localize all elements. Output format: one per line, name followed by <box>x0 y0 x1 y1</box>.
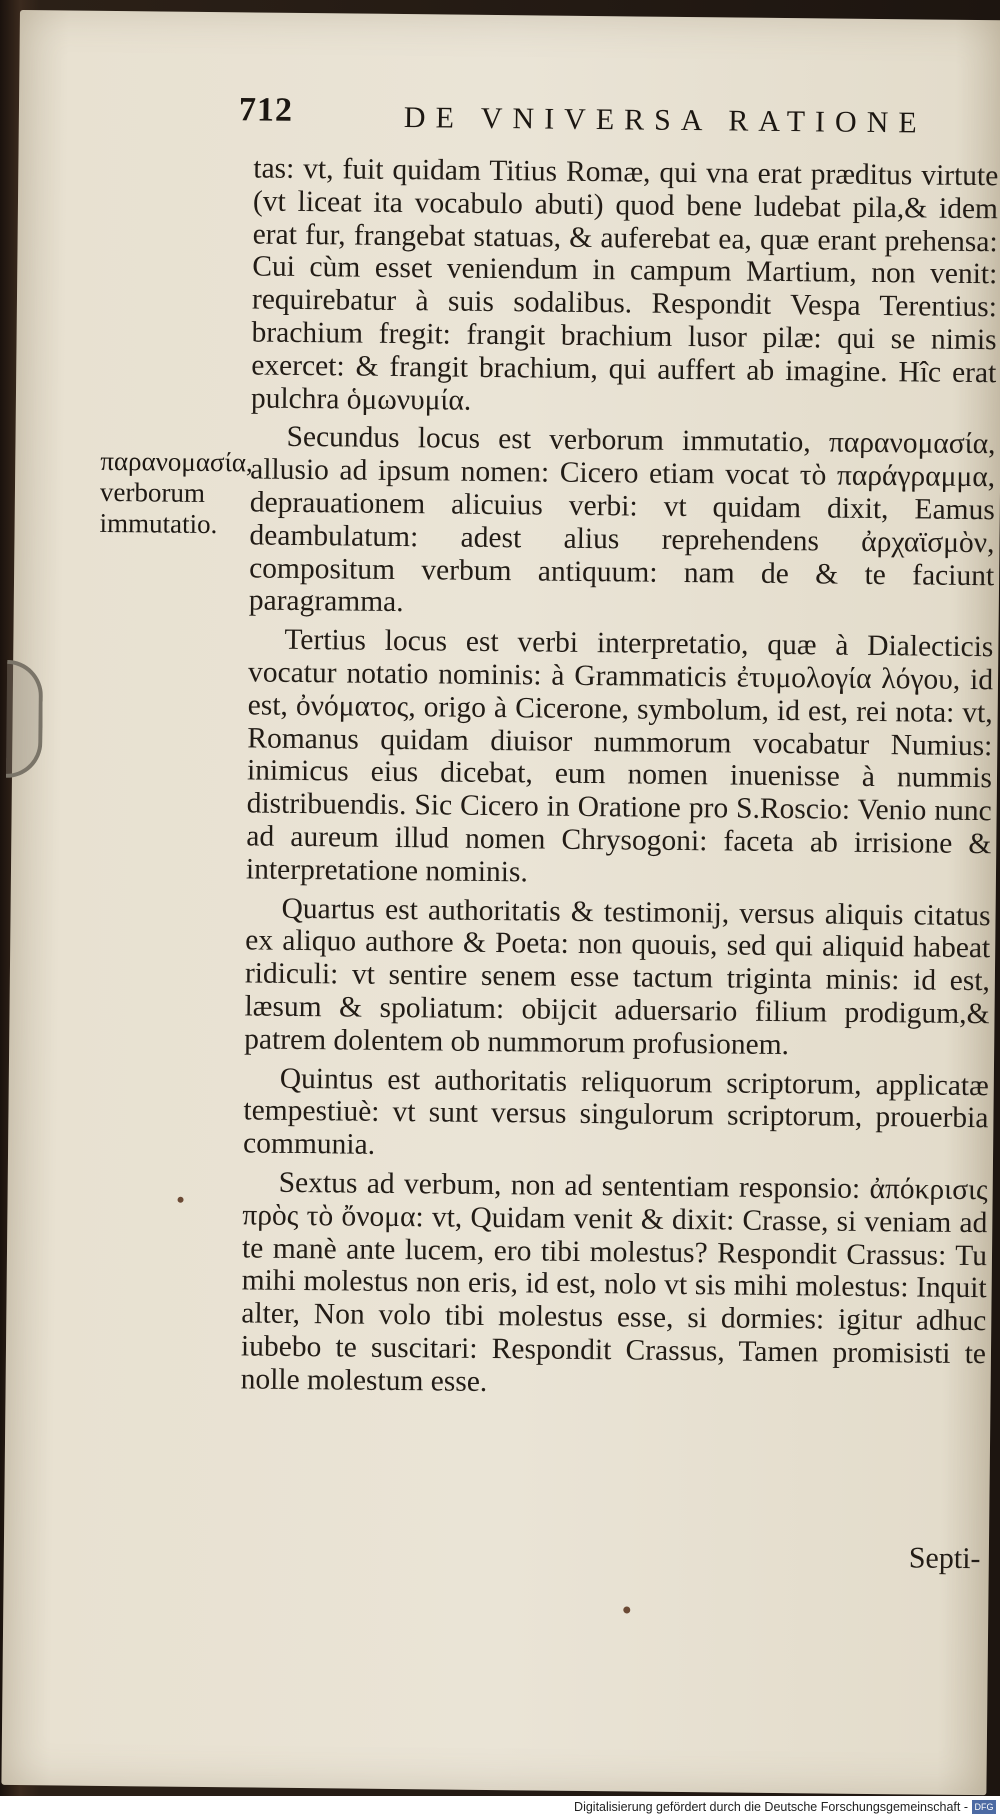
book-page <box>1 10 1000 1795</box>
paper-spot <box>623 1606 630 1613</box>
paragraph: Quintus est authoritatis reliquorum scriptorum, applicatæ tempestiuè: vt sunt versus singulorum scriptorum, prouerbia communia. <box>242 1062 989 1161</box>
page-header <box>239 87 1000 155</box>
binding-clip <box>6 660 43 778</box>
paragraph: Tertius locus est verbi interpretatio, quæ à Dialecticis vocatur notatio nominis: à Grammaticis ἐτυμολογία λόγου, id est, ὀνόματος, origo à Cicerone, symbolum, id est, rei nota: vt, Romanus quidam diuisor nummorum vocabatur Numius: inimicus eius dicebat, eum nomen inuenisse à nummis distribuendis. Sic Cicero in Oratione pro S.Roscio: Venio nunc ad aureum illud nomen Chrysogoni: faceta ab irrisione & interpretatione nominis. <box>245 623 994 889</box>
digitization-footer <box>0 1796 1000 1818</box>
catchword: Septi- <box>908 1541 981 1576</box>
paragraph: Secundus locus est verborum immutatio, παρανομασία, allusio ad ipsum nomen: Cicero etiam vocat τὸ παράγραμμα, deprauationem alicuius verbi: vt quidam dixit, Eamus deambulatum: adest alius reprehendens ἀρχαϊσμὸν, compositum verbum antiquum: nam de & te faciunt paragramma. <box>248 421 996 619</box>
paragraph: Sextus ad verbum, non ad sententiam responsio: ἀπόκρισις πρὸς τὸ ὄνομα: vt, Quidam venit & dixit: Crasse, si veniam ad te manè ante lucem, ero tibi molestus? Respondit Crassus: Tu mihi molestus non eris, id est, nolo vt sis mihi molestus: Inquit alter, Non volo tibi molestus esse, si dormies: igitur adhuc iubebo te suscitari: Respondit Crassus, Tamen promisisti te nolle molestum esse. <box>240 1166 988 1398</box>
body-text <box>240 152 998 1403</box>
paragraph: tas: vt, fuit quidam Titius Romæ, qui vna erat præditus virtute (vt liceat ita vocabulo abuti) quod bene ludebat pila,& idem erat fur, frangebat statuas, & auferebat ea, quæ erant prehensa: Cui cùm esset veniendum in campum Martium, non venit: requirebatur à suis sodalibus. Respondit Vespa Terentius: brachium fregit: frangit brachium lusor pilæ: qui se nimis exercet: & frangit brachium, qui auffert ab imagine. Hîc erat pulchra ὁμωνυμία. <box>250 152 999 417</box>
dfg-logo-icon: DFG <box>972 1800 996 1814</box>
page-number: 712 <box>238 91 294 129</box>
paragraph: Quartus est authoritatis & testimonij, versus aliquis citatus ex aliquo authore & Poeta: non quouis, sed qui aliquid habeat ridiculi: vt sentire senem esse tactum triginta minis: id est, læsum & spoliatum: obijcit aduersario filium prodigum,& patrem dolentem ob nummorum profusionem. <box>244 892 991 1061</box>
running-title: DE VNIVERSA RATIONE <box>403 101 927 140</box>
footer-credit: Digitalisierung gefördert durch die Deutsche Forschungsgemeinschaft - <box>574 1800 968 1814</box>
paper-spot <box>178 1197 184 1203</box>
marginal-note: παρανομασία, verborum immutatio. <box>99 445 253 540</box>
